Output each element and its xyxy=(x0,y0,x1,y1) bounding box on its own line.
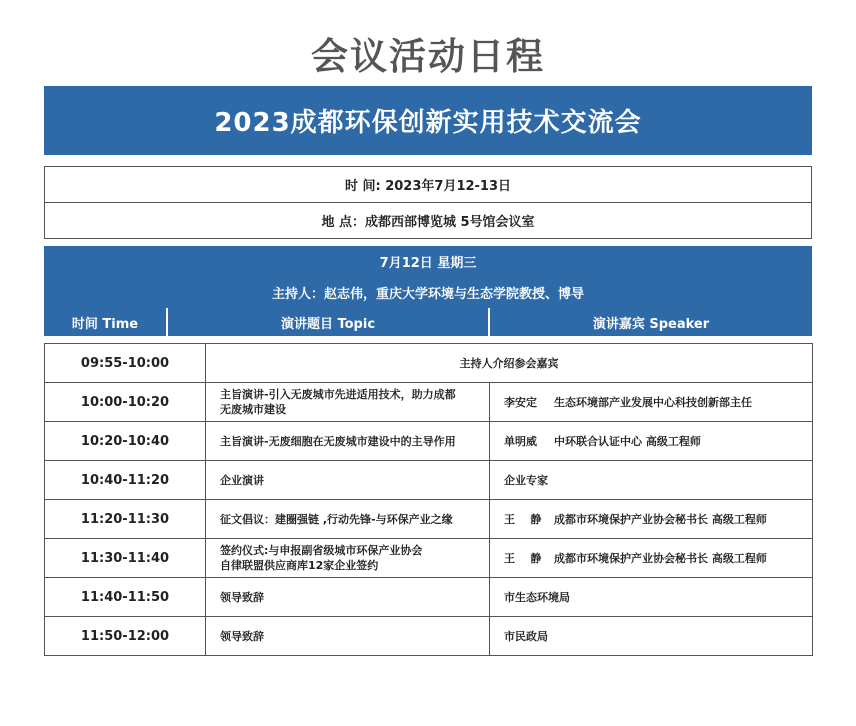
host-label: 主持人：赵志伟，重庆大学环境与生态学院教授、博导 xyxy=(271,287,584,302)
schedule-time: 10:20-10:40 xyxy=(45,422,206,461)
schedule-time: 11:30-11:40 xyxy=(45,539,206,578)
schedule-time: 10:00-10:20 xyxy=(45,383,206,422)
schedule-topic-text: 领导致辞 xyxy=(220,590,264,604)
schedule-topic-text: 主旨演讲-无废细胞在无废城市建设中的主导作用 xyxy=(220,434,456,448)
schedule-time: 11:50-12:00 xyxy=(45,617,206,656)
speaker-name: 王 静 xyxy=(504,552,542,565)
schedule-row xyxy=(45,617,813,656)
schedule-row xyxy=(45,383,813,422)
schedule-row xyxy=(45,500,813,539)
schedule-row xyxy=(45,539,813,578)
schedule-time: 11:20-11:30 xyxy=(45,500,206,539)
speaker-name: 市民政局 xyxy=(504,630,548,643)
conference-banner xyxy=(44,86,812,155)
schedule-topic xyxy=(206,500,490,539)
schedule-time: 11:40-11:50 xyxy=(45,578,206,617)
schedule-speaker xyxy=(490,578,813,617)
speaker-title: 成都市环境保护产业协会秘书长 高级工程师 xyxy=(554,513,767,526)
schedule-speaker xyxy=(490,383,813,422)
column-header-topic: 演讲题目 Topic xyxy=(168,308,490,336)
schedule-topic-text: 征文倡议：建圈强链 ,行动先锋-与环保产业之缘 xyxy=(220,512,453,526)
schedule-speaker xyxy=(490,500,813,539)
page-title: 会议活动日程 xyxy=(311,35,545,78)
speaker-title: 中环联合认证中心 高级工程师 xyxy=(554,435,701,448)
host-row xyxy=(44,277,812,308)
schedule-row xyxy=(45,422,813,461)
schedule-speaker xyxy=(490,422,813,461)
speaker-name: 李安定 xyxy=(504,396,537,409)
schedule-topic-text: 领导致辞 xyxy=(220,629,264,643)
schedule-merged-item: 主持人介绍参会嘉宾 xyxy=(206,344,813,383)
schedule-topic xyxy=(206,539,490,578)
schedule-speaker xyxy=(490,461,813,500)
speaker-title: 生态环境部产业发展中心科技创新部主任 xyxy=(554,396,752,409)
speaker-name: 市生态环境局 xyxy=(504,591,570,604)
day-label xyxy=(44,246,812,277)
schedule-header xyxy=(44,308,812,336)
column-header-speaker: 演讲嘉宾 Speaker xyxy=(490,308,812,336)
schedule-topic xyxy=(206,383,490,422)
info-time: 时 间: 2023年7月12-13日 xyxy=(344,179,512,194)
schedule-topic-text: 主旨演讲-引入无废城市先进适用技术，助力成都 无废城市建设 xyxy=(220,388,456,416)
day-label-text: 7月12日 星期三 xyxy=(379,256,477,271)
conference-title: 2023成都环保创新实用技术交流会 xyxy=(214,108,642,138)
speaker-name: 王 静 xyxy=(504,513,542,526)
speaker-title: 成都市环境保护产业协会秘书长 高级工程师 xyxy=(554,552,767,565)
schedule-table xyxy=(44,343,813,656)
schedule-topic xyxy=(206,422,490,461)
speaker-name: 单明威 xyxy=(504,435,537,448)
schedule-row xyxy=(45,461,813,500)
schedule-topic xyxy=(206,461,490,500)
schedule-topic xyxy=(206,578,490,617)
speaker-name: 企业专家 xyxy=(504,474,548,487)
schedule-speaker xyxy=(490,617,813,656)
info-box xyxy=(44,166,812,239)
schedule-row xyxy=(45,344,813,383)
schedule-topic-text: 企业演讲 xyxy=(220,473,264,487)
schedule-time: 09:55-10:00 xyxy=(45,344,206,383)
info-location: 地 点：成都西部博览城 5号馆会议室 xyxy=(45,202,811,238)
schedule-row xyxy=(45,578,813,617)
column-header-time: 时间 Time xyxy=(44,308,168,336)
schedule-time: 10:40-11:20 xyxy=(45,461,206,500)
schedule-topic xyxy=(206,617,490,656)
schedule-speaker xyxy=(490,539,813,578)
schedule-topic-text: 签约仪式:与申报副省级城市环保产业协会 自律联盟供应商库12家企业签约 xyxy=(220,544,423,572)
